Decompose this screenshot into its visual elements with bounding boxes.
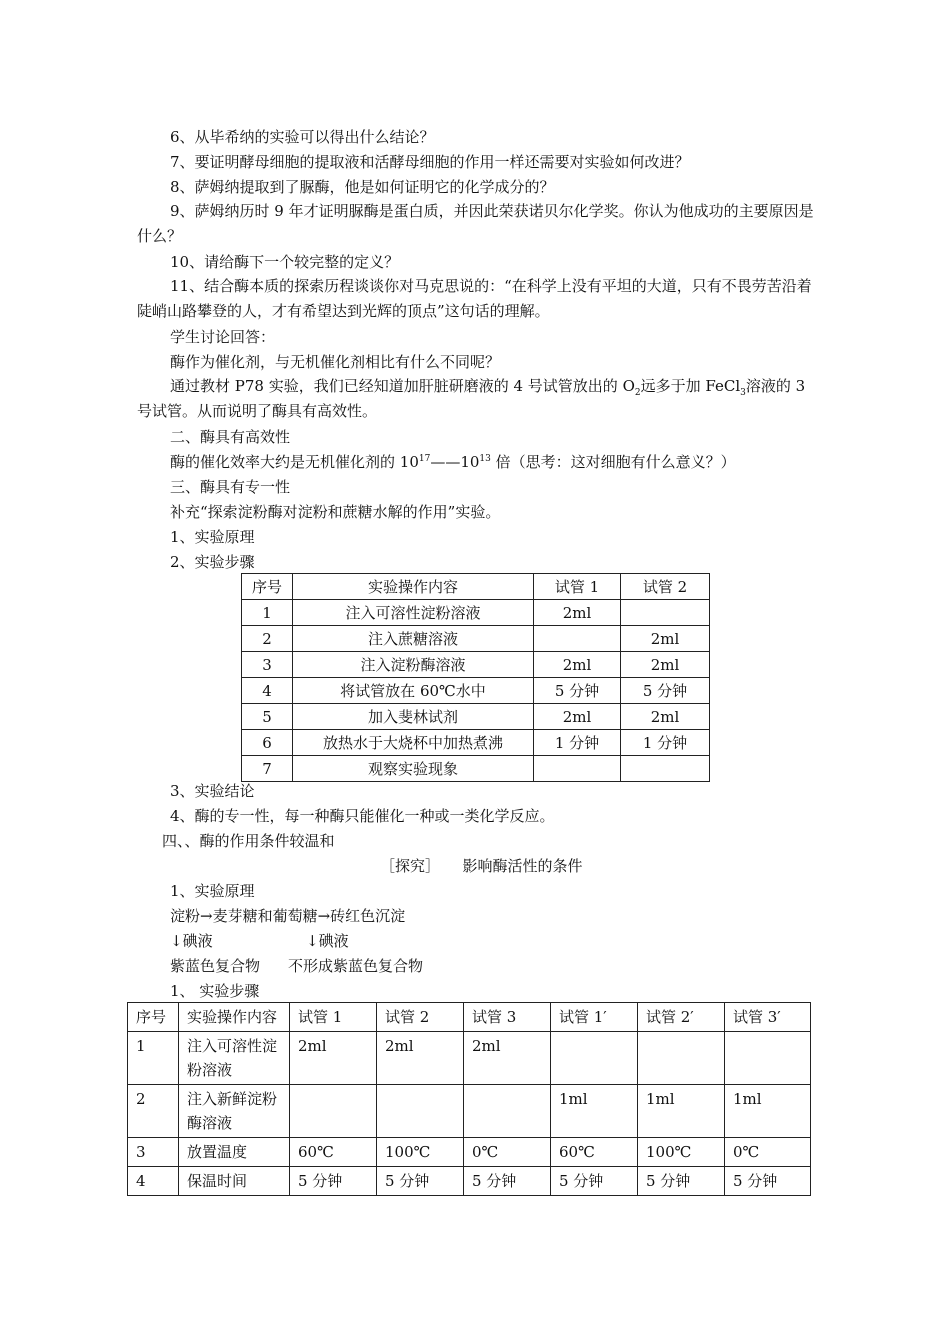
step-principle: 1、实验原理 [170,528,255,546]
p78-paragraph: 通过教材 P78 实验，我们已经知道加肝脏研磨液的 4 号试管放出的 $O_2$远多于加 FeCl$_3$溶液的 3 号试管。从而说明了酶具有高效性。 [137,377,806,420]
question-7: 7、要证明酵母细胞的提取液和活酵母细胞的作用一样还需要对实验如何改进？ [170,153,690,171]
cell: 5 [242,704,293,730]
cell [464,1085,551,1138]
iodine-arrow-2: ↓碘液 [306,932,349,950]
table-row [242,626,710,652]
cell: 放热水于大烧杯中加热煮沸 [293,730,534,756]
cell [638,1032,725,1085]
table-row [128,1032,811,1085]
cell: 观察实验现象 [293,756,534,782]
cell: 0℃ [464,1138,551,1167]
question-8: 8、萨姆纳提取到了脲酶，他是如何证明它的化学成分的？ [170,178,555,196]
cell: 保温时间 [179,1167,290,1196]
cell: 2 [128,1085,179,1138]
cell: 1ml [725,1085,811,1138]
cell [621,600,710,626]
cell: 注入可溶性淀粉溶液 [179,1032,290,1085]
cell: 2ml [464,1032,551,1085]
cell: 3 [242,652,293,678]
iodine-arrow-1: ↓碘液 [170,932,213,950]
cell: 4 [242,678,293,704]
cell: 2ml [534,600,621,626]
table-header-row [242,574,710,600]
table-header-row [128,1003,811,1032]
cell: 0℃ [725,1138,811,1167]
cell: 2ml [621,626,710,652]
complex-result-1: 紫蓝色复合物 [170,957,261,975]
cell [621,756,710,782]
cell: 5 分钟 [551,1167,638,1196]
cell: 5 分钟 [290,1167,377,1196]
question-10: 10、请给酶下一个较完整的定义？ [170,253,400,271]
cell [534,626,621,652]
cell: 2ml [621,704,710,730]
cell: 7 [242,756,293,782]
question-6: 6、从毕希纳的实验可以得出什么结论？ [170,128,435,146]
cell: 1ml [638,1085,725,1138]
cell: 5 分钟 [725,1167,811,1196]
header-cell: 试管 3 [464,1003,551,1032]
header-cell: 实验操作内容 [179,1003,290,1032]
cell: 1ml [551,1085,638,1138]
cell: 3 [128,1138,179,1167]
header-cell: 序号 [128,1003,179,1032]
cell: 1 分钟 [621,730,710,756]
question-9: 9、萨姆纳历时 9 年才证明脲酶是蛋白质，并因此荣获诺贝尔化学奖。你认为他成功的主要原因是什么？ [137,202,814,245]
specificity-table [241,573,710,782]
cell: 注入淀粉酶溶液 [293,652,534,678]
complex-result-2: 不形成紫蓝色复合物 [288,957,424,975]
compare-question: 酶作为催化剂，与无机催化剂相比有什么不同呢？ [170,353,501,371]
header-cell: 试管 2 [621,574,710,600]
cell: 60℃ [551,1138,638,1167]
cell: 2ml [621,652,710,678]
table-row [242,600,710,626]
cell [290,1085,377,1138]
header-cell: 试管 2 [377,1003,464,1032]
cell: 1 分钟 [534,730,621,756]
step-conclusion: 3、实验结论 [170,782,255,800]
cell [534,756,621,782]
cell: 2ml [377,1032,464,1085]
table-row [242,652,710,678]
discussion-label: 学生讨论回答： [170,328,276,346]
table-row [242,704,710,730]
cell: 注入蔗糖溶液 [293,626,534,652]
cell: 放置温度 [179,1138,290,1167]
cell [377,1085,464,1138]
efficiency-text: 酶的催化效率大约是无机催化剂的 $10^{17}——10^{13}$ 倍（思考：这对细胞有什么意义？） [170,453,736,471]
cell: 4 [128,1167,179,1196]
cell: 5 分钟 [534,678,621,704]
cell: 100℃ [377,1138,464,1167]
cell: 1 [242,600,293,626]
cell: 5 分钟 [377,1167,464,1196]
step-procedure: 2、实验步骤 [170,553,255,571]
heading-efficiency: 二、酶具有高效性 [170,428,291,446]
table-row [242,678,710,704]
header-cell: 试管 1 [290,1003,377,1032]
cell: 注入可溶性淀粉溶液 [293,600,534,626]
header-cell: 试管 3′ [725,1003,811,1032]
table-row [128,1138,811,1167]
cell: 2ml [290,1032,377,1085]
cell [725,1032,811,1085]
cell: 2ml [534,704,621,730]
table-row [128,1167,811,1196]
cell: 5 分钟 [464,1167,551,1196]
cell: 100℃ [638,1138,725,1167]
table-row [242,730,710,756]
cell: 60℃ [290,1138,377,1167]
cell: 2 [242,626,293,652]
cell [551,1032,638,1085]
cell: 5 分钟 [638,1167,725,1196]
explore-title: ［探究］ 影响酶活性的条件 [380,857,583,875]
cell: 1 [128,1032,179,1085]
header-cell: 试管 2′ [638,1003,725,1032]
heading-specificity: 三、酶具有专一性 [170,478,291,496]
specificity-statement: 4、酶的专一性，每一种酶只能催化一种或一类化学反应。 [170,807,555,825]
heading-conditions: 四、、酶的作用条件较温和 [162,832,335,850]
header-cell: 试管 1′ [551,1003,638,1032]
temperature-table [127,1002,811,1196]
table-row [242,756,710,782]
supplement-text: 补充“探索淀粉酶对淀粉和蔗糖水解的作用”实验。 [170,503,501,521]
table-row [128,1085,811,1138]
explore-procedure: 1、 实验步骤 [170,982,260,1000]
reaction-chain: 淀粉→麦芽糖和葡萄糖→砖红色沉淀 [170,907,406,925]
cell: 加入斐林试剂 [293,704,534,730]
cell: 注入新鲜淀粉酶溶液 [179,1085,290,1138]
question-11: 11、结合酶本质的探索历程谈谈你对马克思说的：“在科学上没有平坦的大道，只有不畏劳苦沿着陡峭山路攀登的人，才有希望达到光辉的顶点”这句话的理解。 [137,277,812,320]
header-cell: 实验操作内容 [293,574,534,600]
explore-principle: 1、实验原理 [170,882,255,900]
header-cell: 序号 [242,574,293,600]
header-cell: 试管 1 [534,574,621,600]
cell: 5 分钟 [621,678,710,704]
cell: 6 [242,730,293,756]
cell: 2ml [534,652,621,678]
cell: 将试管放在 60℃水中 [293,678,534,704]
